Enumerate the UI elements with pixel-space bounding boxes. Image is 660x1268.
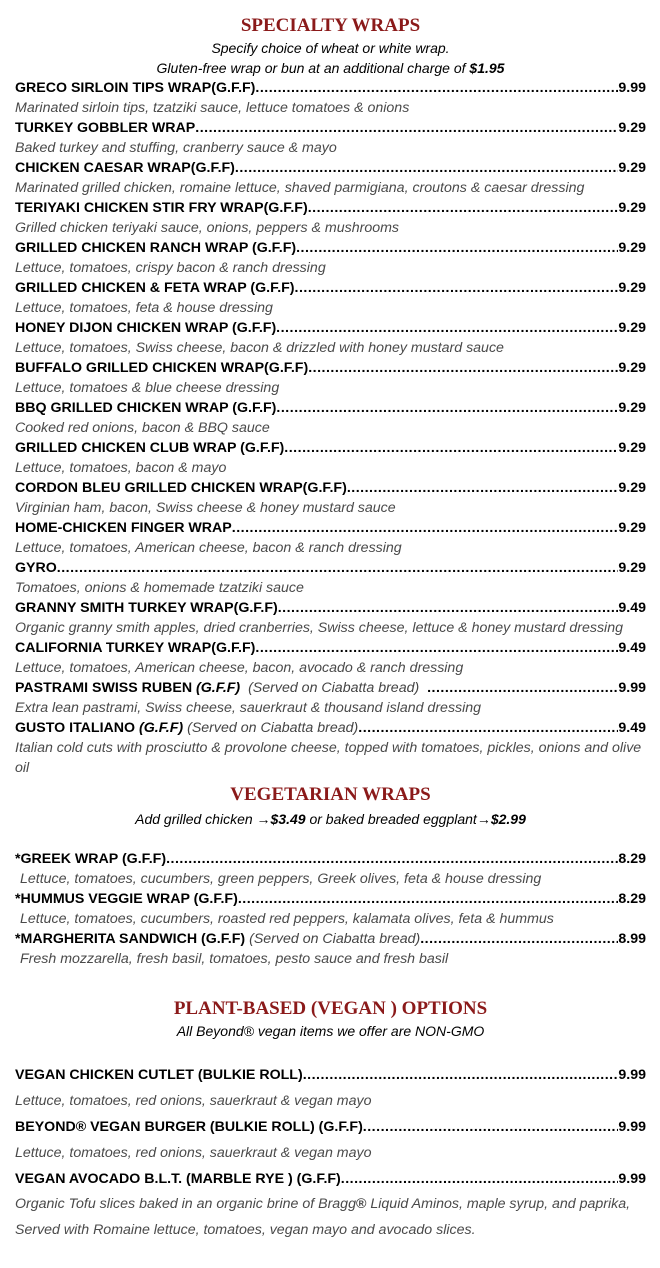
menu-item [15, 318, 646, 358]
menu-item [15, 889, 646, 929]
item-name: BBQ GRILLED CHICKEN WRAP (G.F.F) [15, 400, 277, 416]
item-description: Lettuce, tomatoes, bacon & mayo [15, 460, 227, 476]
gluten-free-tag: (G.F.F) [196, 680, 241, 696]
menu-item [15, 1063, 646, 1115]
specialty-subtitle-1: Specify choice of wheat or white wrap. [211, 40, 450, 56]
item-description: Organic granny smith apples, dried cranberries, Swiss cheese, lettuce & honey mustard dressing [15, 620, 623, 636]
item-price: 9.29 [618, 200, 646, 216]
item-name: PASTRAMI SWISS RUBEN (G.F.F) (Served on Ciabatta bread) [15, 680, 420, 696]
item-price: 9.29 [618, 400, 646, 416]
item-price: 9.99 [618, 1171, 646, 1187]
item-price: 9.99 [618, 680, 646, 696]
item-price: 9.29 [618, 320, 646, 336]
menu-item [15, 118, 646, 158]
item-price: 9.99 [618, 1119, 646, 1135]
item-price: 9.29 [618, 280, 646, 296]
menu-item [15, 518, 646, 558]
item-price: 9.99 [618, 1067, 646, 1083]
item-name: HONEY DIJON CHICKEN WRAP (G.F.F) [15, 320, 277, 336]
vegetarian-title: VEGETARIAN WRAPS [230, 784, 431, 805]
item-name: GRILLED CHICKEN RANCH WRAP (G.F.F) [15, 240, 297, 256]
menu-item [15, 1167, 646, 1243]
item-description: Italian cold cuts with prosciutto & provolone cheese, topped with tomatoes, pickles, onions and olive oil [15, 740, 642, 776]
menu-item [15, 78, 646, 118]
item-price: 8.29 [618, 851, 646, 867]
item-price: 9.29 [618, 360, 646, 376]
vegan-section [15, 969, 646, 1243]
item-name: GUSTO ITALIANO (G.F.F) (Served on Ciabatta bread) [15, 720, 359, 736]
item-price: 9.29 [618, 160, 646, 176]
item-description: Baked turkey and stuffing, cranberry sauce & mayo [15, 140, 337, 156]
menu-item [15, 849, 646, 889]
item-description: Lettuce, tomatoes, Swiss cheese, bacon & drizzled with honey mustard sauce [15, 340, 504, 356]
item-name: GRILLED CHICKEN CLUB WRAP (G.F.F) [15, 440, 285, 456]
item-name: *HUMMUS VEGGIE WRAP (G.F.F) [15, 891, 238, 907]
item-name: GRECO SIRLOIN TIPS WRAP(G.F.F) [15, 80, 256, 96]
item-description: Marinated grilled chicken, romaine lettuce, shaved parmigiana, croutons & caesar dressing [15, 180, 585, 196]
item-name: *MARGHERITA SANDWICH (G.F.F) (Served on Ciabatta bread) [15, 931, 421, 947]
item-description: Lettuce, tomatoes, American cheese, bacon, avocado & ranch dressing [15, 660, 464, 676]
item-description: Lettuce, tomatoes, red onions, sauerkraut & vegan mayo [15, 1145, 372, 1161]
item-name: GRILLED CHICKEN & FETA WRAP (G.F.F) [15, 280, 295, 296]
item-name: CHICKEN CAESAR WRAP(G.F.F) [15, 160, 235, 176]
menu-item [15, 278, 646, 318]
item-name: BUFFALO GRILLED CHICKEN WRAP(G.F.F) [15, 360, 309, 376]
item-name: GRANNY SMITH TURKEY WRAP(G.F.F) [15, 600, 278, 616]
item-price: 8.99 [618, 931, 646, 947]
item-price: 9.99 [618, 80, 646, 96]
item-name: TERIYAKI CHICKEN STIR FRY WRAP(G.F.F) [15, 200, 308, 216]
item-price: 9.29 [618, 440, 646, 456]
add-chicken-price: $3.49 [270, 811, 306, 827]
item-price: 9.49 [618, 720, 646, 736]
menu-item [15, 398, 646, 438]
menu-item [15, 929, 646, 969]
item-description: Grilled chicken teriyaki sauce, onions, peppers & mushrooms [15, 220, 400, 236]
item-description: Cooked red onions, bacon & BBQ sauce [15, 420, 270, 436]
item-price: 9.29 [618, 480, 646, 496]
specialty-section [15, 0, 646, 778]
item-description: Virginian ham, bacon, Swiss cheese & honey mustard sauce [15, 500, 396, 516]
gluten-free-tag: (G.F.F) [139, 720, 184, 736]
specialty-subtitle-2: Gluten-free wrap or bun at an additional charge of $1.95 [156, 60, 505, 76]
item-description: Lettuce, tomatoes, cucumbers, green peppers, Greek olives, feta & house dressing [20, 871, 542, 887]
menu-item [15, 1115, 646, 1167]
vegetarian-section [15, 778, 646, 969]
item-price: 9.49 [618, 600, 646, 616]
item-description: Organic Tofu slices baked in an organic brine of Bragg® Liquid Aminos, maple syrup, and paprika, Served with Romaine lettuce, tomatoes, vegan mayo and avocado slices. [15, 1196, 631, 1238]
vegan-title: PLANT-BASED (VEGAN ) OPTIONS [173, 998, 488, 1019]
menu-item [15, 478, 646, 518]
item-description: Lettuce, tomatoes, red onions, sauerkraut & vegan mayo [15, 1093, 372, 1109]
item-description: Fresh mozzarella, fresh basil, tomatoes, pesto sauce and fresh basil [20, 951, 449, 967]
item-description: Tomatoes, onions & homemade tzatziki sauce [15, 580, 304, 596]
item-description: Lettuce, tomatoes & blue cheese dressing [15, 380, 280, 396]
item-description: Marinated sirloin tips, tzatziki sauce, lettuce tomatoes & onions [15, 100, 410, 116]
menu-item [15, 158, 646, 198]
item-description: Lettuce, tomatoes, American cheese, bacon & ranch dressing [15, 540, 402, 556]
menu-item [15, 238, 646, 278]
item-price: 9.49 [618, 640, 646, 656]
item-note: (Served on Ciabatta bread) [249, 931, 421, 947]
item-note: (Served on Ciabatta bread) [187, 720, 359, 736]
item-price: 8.29 [618, 891, 646, 907]
menu-item [15, 358, 646, 398]
item-name: HOME-CHICKEN FINGER WRAP [15, 520, 232, 536]
item-name: TURKEY GOBBLER WRAP [15, 120, 196, 136]
item-description: Lettuce, tomatoes, crispy bacon & ranch dressing [15, 260, 326, 276]
specialty-title: SPECIALTY WRAPS [240, 15, 421, 36]
add-eggplant-price: $2.99 [490, 811, 526, 827]
item-name: VEGAN AVOCADO B.L.T. (MARBLE RYE ) (G.F.F) [15, 1171, 341, 1187]
item-description: Extra lean pastrami, Swiss cheese, sauerkraut & thousand island dressing [15, 700, 482, 716]
vegan-subtitle: All Beyond® vegan items we offer are NON-GMO [176, 1023, 485, 1039]
item-name: BEYOND® VEGAN BURGER (BULKIE ROLL) (G.F.F) [15, 1119, 363, 1135]
vegetarian-subtitle: Add grilled chicken →$3.49 or baked breaded eggplant→$2.99 [135, 811, 526, 827]
item-note: (Served on Ciabatta bread) [248, 680, 420, 696]
menu-item [15, 198, 646, 238]
item-name: CALIFORNIA TURKEY WRAP(G.F.F) [15, 640, 256, 656]
item-price: 9.29 [618, 240, 646, 256]
menu-item [15, 598, 646, 638]
item-name: *GREEK WRAP (G.F.F) [15, 851, 167, 867]
menu-item [15, 718, 646, 778]
menu-item [15, 638, 646, 678]
item-description: Lettuce, tomatoes, feta & house dressing [15, 300, 273, 316]
item-price: 9.29 [618, 520, 646, 536]
item-name: VEGAN CHICKEN CUTLET (BULKIE ROLL) [15, 1067, 303, 1083]
menu-item [15, 438, 646, 478]
item-name: GYRO [15, 560, 57, 576]
item-description: Lettuce, tomatoes, cucumbers, roasted red peppers, kalamata olives, feta & hummus [20, 911, 554, 927]
menu-item [15, 558, 646, 598]
item-price: 9.29 [618, 560, 646, 576]
gluten-free-charge: $1.95 [469, 60, 505, 76]
menu-item [15, 678, 646, 718]
item-name: CORDON BLEU GRILLED CHICKEN WRAP(G.F.F) [15, 480, 347, 496]
item-price: 9.29 [618, 120, 646, 136]
